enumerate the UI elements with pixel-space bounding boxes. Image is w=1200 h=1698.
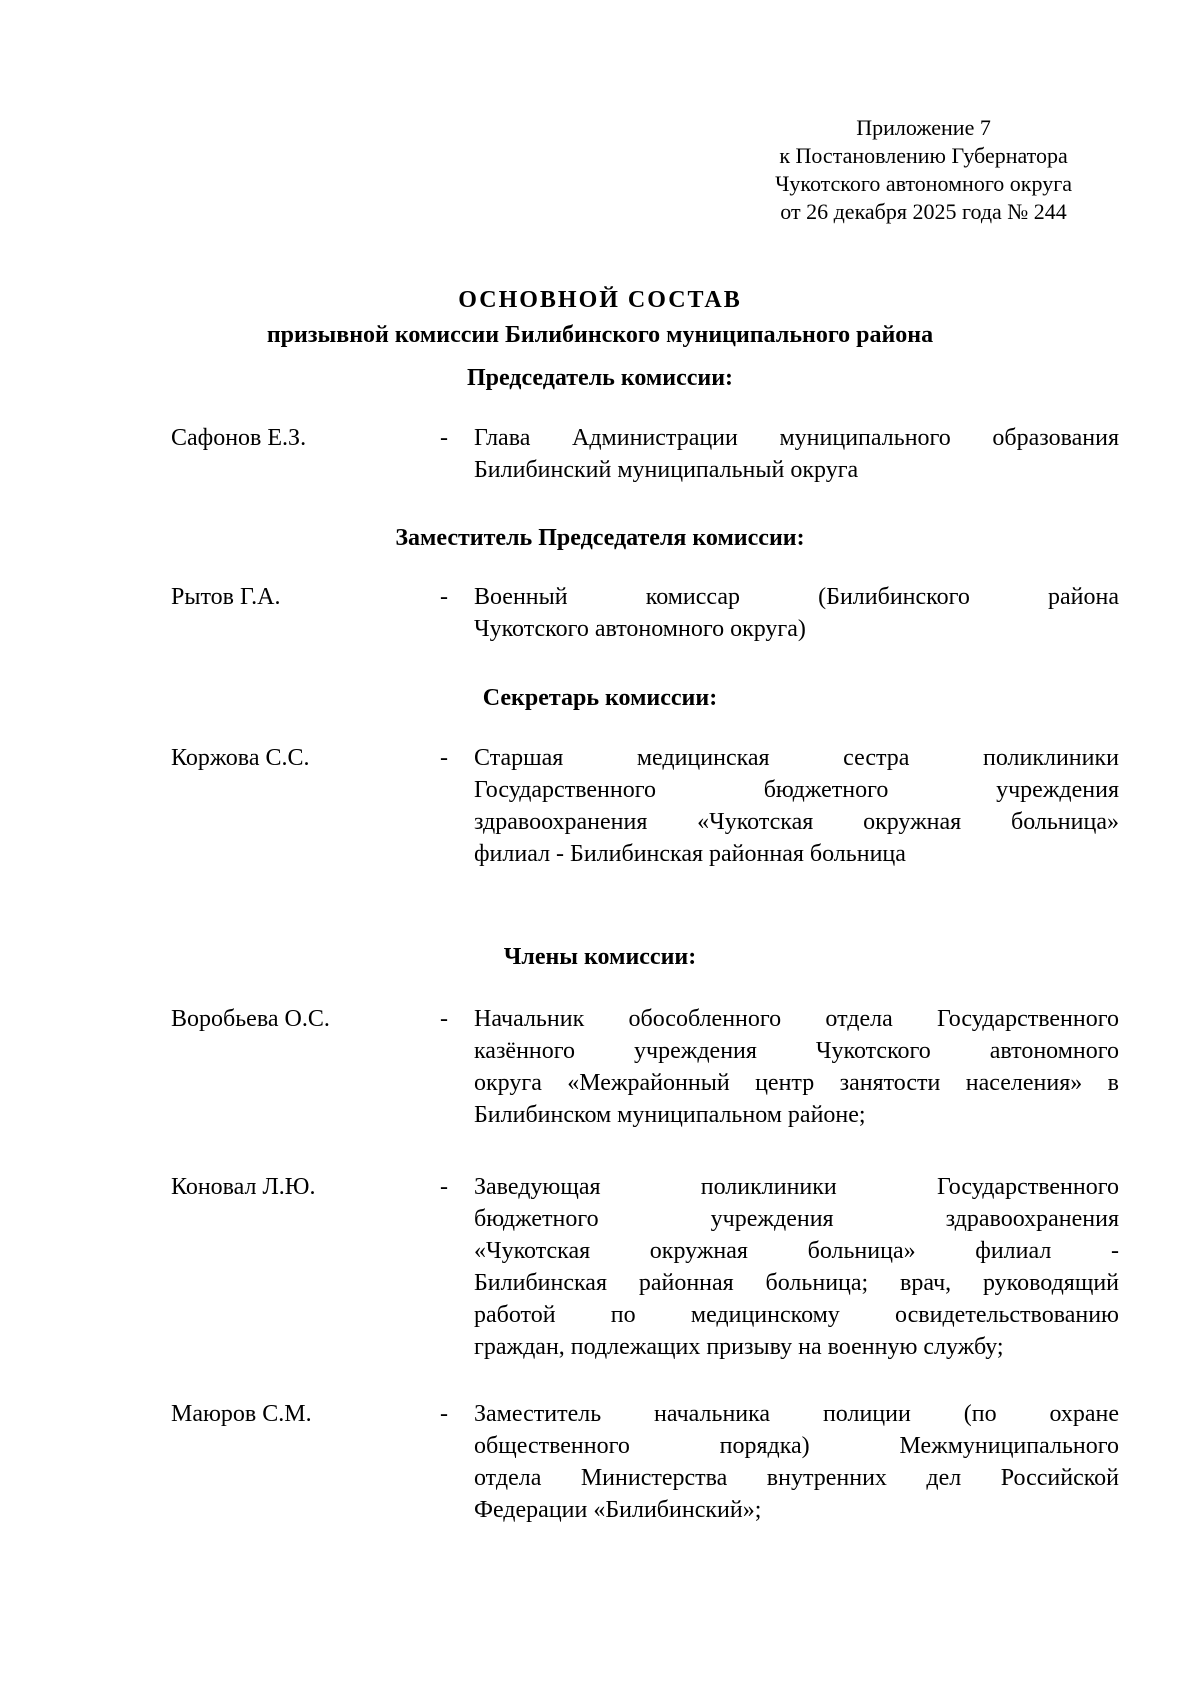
section-heading-members: Члены комиссии: bbox=[503, 944, 697, 970]
document-subtitle: призывной комиссии Билибинского муниципального района bbox=[266, 322, 934, 348]
member-name: Воробьева О.С. bbox=[171, 1006, 330, 1032]
member-name: Сафонов Е.З. bbox=[171, 425, 307, 451]
description-line: филиал - Билибинская районная больница bbox=[474, 841, 906, 867]
description-line: отдела Министерства внутренних дел Российской bbox=[474, 1465, 1119, 1491]
annex-line: Приложение 7 bbox=[856, 115, 991, 140]
member-description bbox=[474, 1171, 1119, 1363]
member-dash: - bbox=[440, 1006, 448, 1032]
member-dash: - bbox=[440, 1401, 448, 1427]
member-dash: - bbox=[440, 1174, 448, 1200]
member-dash: - bbox=[440, 584, 448, 610]
description-line: «Чукотская окружная больница» филиал - bbox=[474, 1238, 1119, 1264]
description-line: здравоохранения «Чукотская окружная больница» bbox=[474, 809, 1119, 835]
annex-line: от 26 декабря 2025 года № 244 bbox=[780, 199, 1067, 224]
section-heading-chairman: Председатель комиссии: bbox=[466, 365, 734, 391]
description-line: Государственного бюджетного учреждения bbox=[474, 777, 1119, 803]
description-line: Билибинский муниципальный округа bbox=[474, 457, 859, 483]
member-description bbox=[474, 422, 1119, 486]
section-heading-secretary: Секретарь комиссии: bbox=[482, 685, 718, 711]
description-line: Начальник обособленного отдела Государственного bbox=[474, 1006, 1119, 1032]
member-name: Коржова С.С. bbox=[171, 745, 310, 771]
annex-line: Чукотского автономного округа bbox=[775, 171, 1072, 196]
member-dash: - bbox=[440, 745, 448, 771]
description-line: граждан, подлежащих призыву на военную службу; bbox=[474, 1334, 1004, 1360]
annex-block bbox=[775, 114, 1072, 226]
description-line: Старшая медицинская сестра поликлиники bbox=[474, 745, 1119, 771]
member-name: Коновал Л.Ю. bbox=[171, 1174, 316, 1200]
description-line: Военный комиссар (Билибинского района bbox=[474, 584, 1119, 610]
section-heading-deputy: Заместитель Председателя комиссии: bbox=[395, 525, 805, 551]
description-line: Заместитель начальника полиции (по охране bbox=[474, 1401, 1119, 1427]
description-line: Билибинская районная больница; врач, руководящий bbox=[474, 1270, 1119, 1296]
description-line: Глава Администрации муниципального образования bbox=[474, 425, 1119, 451]
description-line: округа «Межрайонный центр занятости населения» в bbox=[474, 1070, 1119, 1096]
description-line: бюджетного учреждения здравоохранения bbox=[474, 1206, 1119, 1232]
description-line: работой по медицинскому освидетельствованию bbox=[474, 1302, 1119, 1328]
member-name: Рытов Г.А. bbox=[171, 584, 281, 610]
annex-line: к Постановлению Губернатора bbox=[779, 143, 1068, 168]
description-line: Федерации «Билибинский»; bbox=[474, 1497, 762, 1523]
member-description bbox=[474, 1003, 1119, 1131]
member-name: Маюров С.М. bbox=[171, 1401, 312, 1427]
description-line: Билибинском муниципальном районе; bbox=[474, 1102, 866, 1128]
document-title: ОСНОВНОЙ СОСТАВ bbox=[458, 287, 742, 313]
member-description bbox=[474, 742, 1119, 870]
member-dash: - bbox=[440, 425, 448, 451]
member-description bbox=[474, 581, 1119, 645]
member-description bbox=[474, 1398, 1119, 1526]
description-line: общественного порядка) Межмуниципального bbox=[474, 1433, 1119, 1459]
description-line: Чукотского автономного округа) bbox=[474, 616, 806, 642]
description-line: казённого учреждения Чукотского автономного bbox=[474, 1038, 1119, 1064]
description-line: Заведующая поликлиники Государственного bbox=[474, 1174, 1119, 1200]
